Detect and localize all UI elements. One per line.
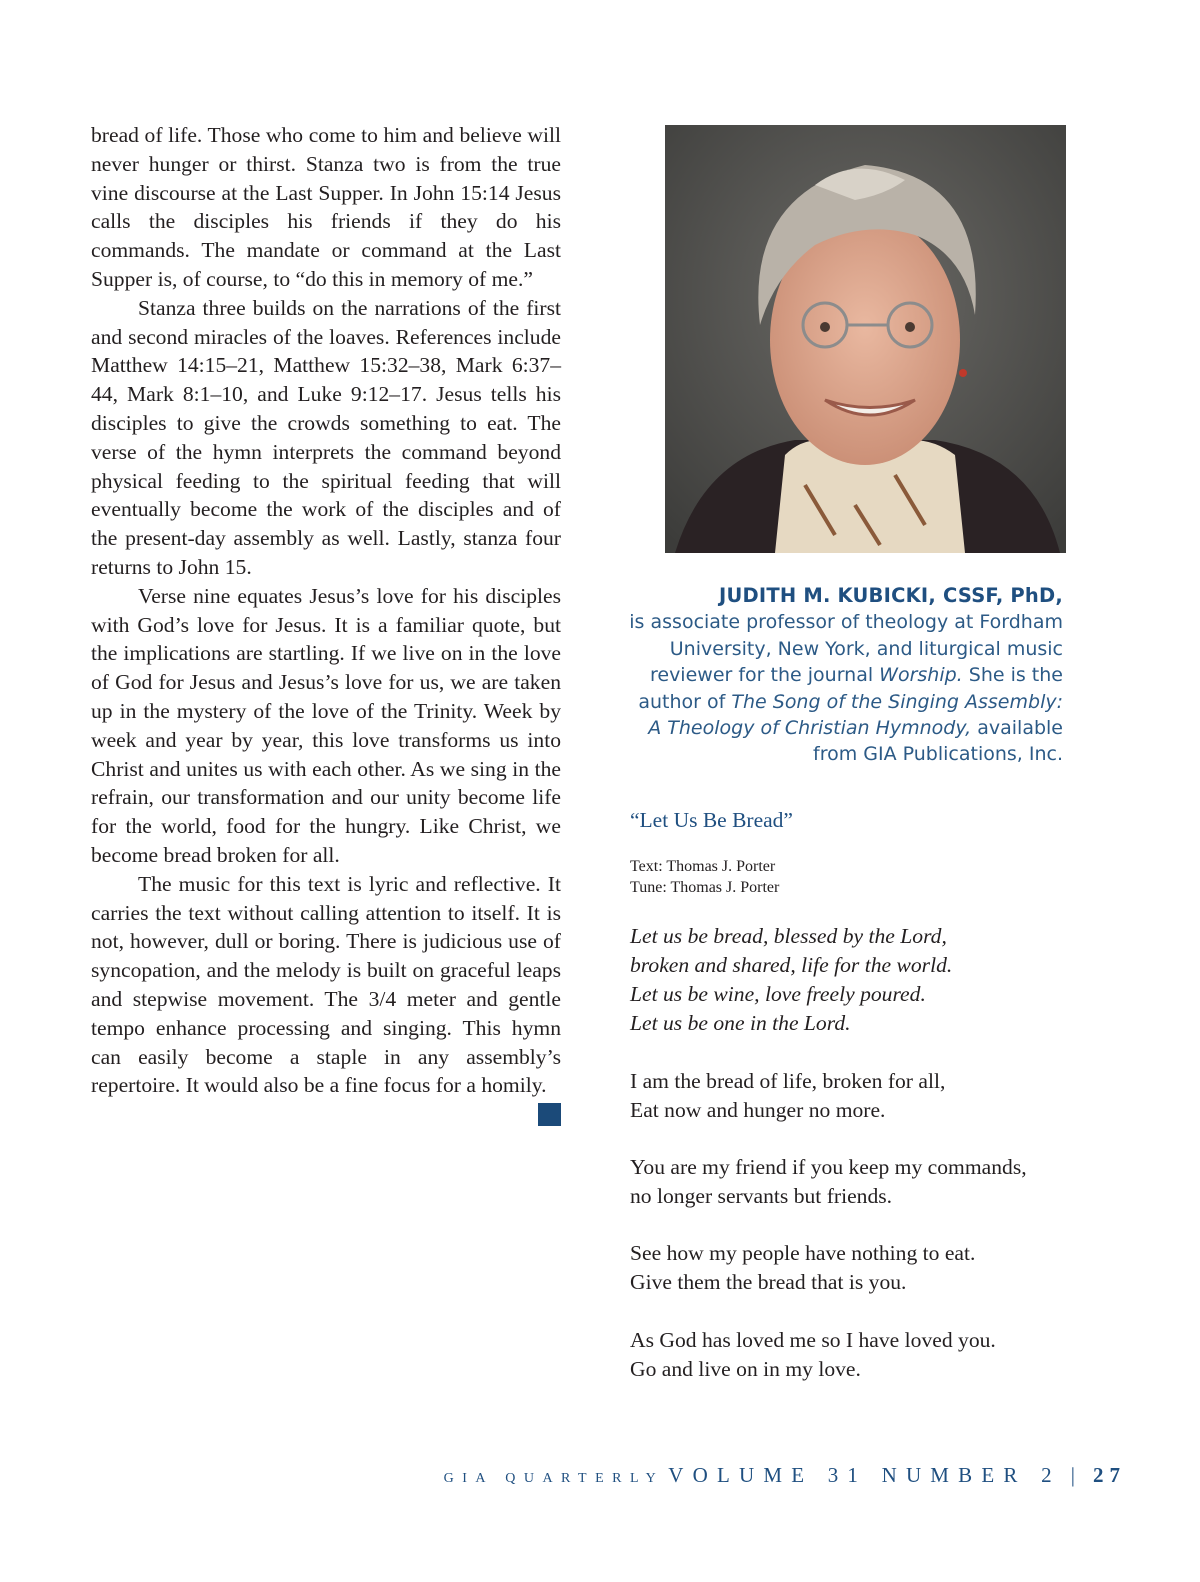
hymn-title: “Let Us Be Bread” <box>630 808 793 832</box>
book-title: The Song of the Singing Assembly: <box>731 690 1063 713</box>
author-name: JUDITH M. KUBICKI, CSSF, PhD, <box>719 584 1063 607</box>
book-subtitle: A Theology of Christian Hymnody, <box>648 717 972 740</box>
magazine-name: GIA QUARTERLY <box>443 1471 665 1486</box>
article-paragraph-2: Stanza three builds on the narrations of the first and second miracles of the loaves. References include Matthew 14:15–21, Matthew 15:32–38, Mark 6:37–44, Mark 8:1–10, and Luke 9:12–17. Jesus tells his disciples to give the crowds something to eat. The verse of the hymn interprets the command beyond physical feeding to the spiritual feeding that will eventually become the work of the disciples and of the present-day assembly as well. Lastly, stanza four returns to John 15. <box>91 295 561 579</box>
journal-title: Worship. <box>879 664 963 687</box>
refrain-line: broken and shared, life for the world. <box>630 952 953 977</box>
stanza-line: You are my friend if you keep my commands, <box>630 1155 1027 1179</box>
bio-line <box>600 662 1063 688</box>
bio-line <box>600 689 1063 715</box>
article-paragraph-4 <box>91 870 561 1100</box>
bio-text: reviewer for the journal <box>649 664 880 687</box>
hymn-stanza-4 <box>630 1326 996 1384</box>
bio-line: University, New York, and liturgical music <box>669 637 1063 660</box>
issue-volume: VOLUME 31 NUMBER 2 <box>668 1463 1061 1487</box>
stanza-line: As God has loved me so I have loved you. <box>630 1328 996 1352</box>
stanza-line: See how my people have nothing to eat. <box>630 1241 976 1265</box>
article-paragraph-4-text: The music for this text is lyric and reflective. It carries the text without calling attention to itself. It is not, however, dull or boring. There is judicious use of syncopation, and the melody is built on graceful leaps and stepwise movement. The 3/4 meter and gentle tempo enhance processing and singing. This hymn can easily become a staple in any assembly’s repertoire. It would also be a fine focus for a homily. <box>91 871 561 1098</box>
hymn-stanza-3 <box>630 1239 975 1297</box>
end-of-article-square-icon <box>538 1103 561 1126</box>
stanza-line: no longer servants but friends. <box>630 1183 893 1208</box>
hymn-stanza-1 <box>630 1067 945 1125</box>
author-portrait-illustration <box>665 125 1066 553</box>
author-photo <box>665 125 1066 553</box>
bio-text: She is the <box>962 664 1063 687</box>
bio-line: is associate professor of theology at Fordham <box>629 611 1063 634</box>
stanza-line: Go and live on in my love. <box>630 1356 861 1381</box>
article-paragraph-1: bread of life. Those who come to him and believe will never hunger or thirst. Stanza two is from the true vine discourse at the Last Supper. In John 15:14 Jesus calls the disciples his friends if they do his commands. The mandate or command at the Last Supper is, of course, to “do this in memory of me.” <box>91 123 561 291</box>
bio-line <box>600 715 1063 741</box>
article-body <box>91 121 561 1126</box>
hymn-credits <box>630 856 779 898</box>
text-credit: Text: Thomas J. Porter <box>630 858 776 875</box>
refrain-line: Let us be one in the Lord. <box>630 1010 851 1035</box>
author-bio <box>600 583 1063 768</box>
bio-text: author of <box>638 690 732 713</box>
refrain-line: Let us be bread, blessed by the Lord, <box>630 924 947 948</box>
tune-credit: Tune: Thomas J. Porter <box>630 879 780 896</box>
bio-text: available <box>971 717 1063 740</box>
footer-separator: | <box>1070 1463 1075 1487</box>
page-number: 27 <box>1093 1463 1126 1487</box>
refrain-line: Let us be wine, love freely poured. <box>630 981 926 1006</box>
stanza-line: I am the bread of life, broken for all, <box>630 1069 946 1093</box>
page-footer <box>444 1463 1126 1488</box>
bio-line: from GIA Publications, Inc. <box>813 743 1063 766</box>
stanza-line: Give them the bread that is you. <box>630 1269 907 1294</box>
hymn-stanza-2 <box>630 1153 1027 1211</box>
hymn-refrain <box>630 922 952 1038</box>
article-paragraph-3: Verse nine equates Jesus’s love for his disciples with God’s love for Jesus. It is a familiar quote, but the implications are startling. If we live on in the love of God for Jesus and Jesus’s love for us, we are taken up in the mystery of the love of the Trinity. Week by week and year by year, this love transforms us into Christ and unites us with each other. As we sing in the refrain, our transformation and our unity become life for the world, food for the hungry. Like Christ, we become bread broken for all. <box>91 583 561 867</box>
stanza-line: Eat now and hunger no more. <box>630 1097 886 1122</box>
